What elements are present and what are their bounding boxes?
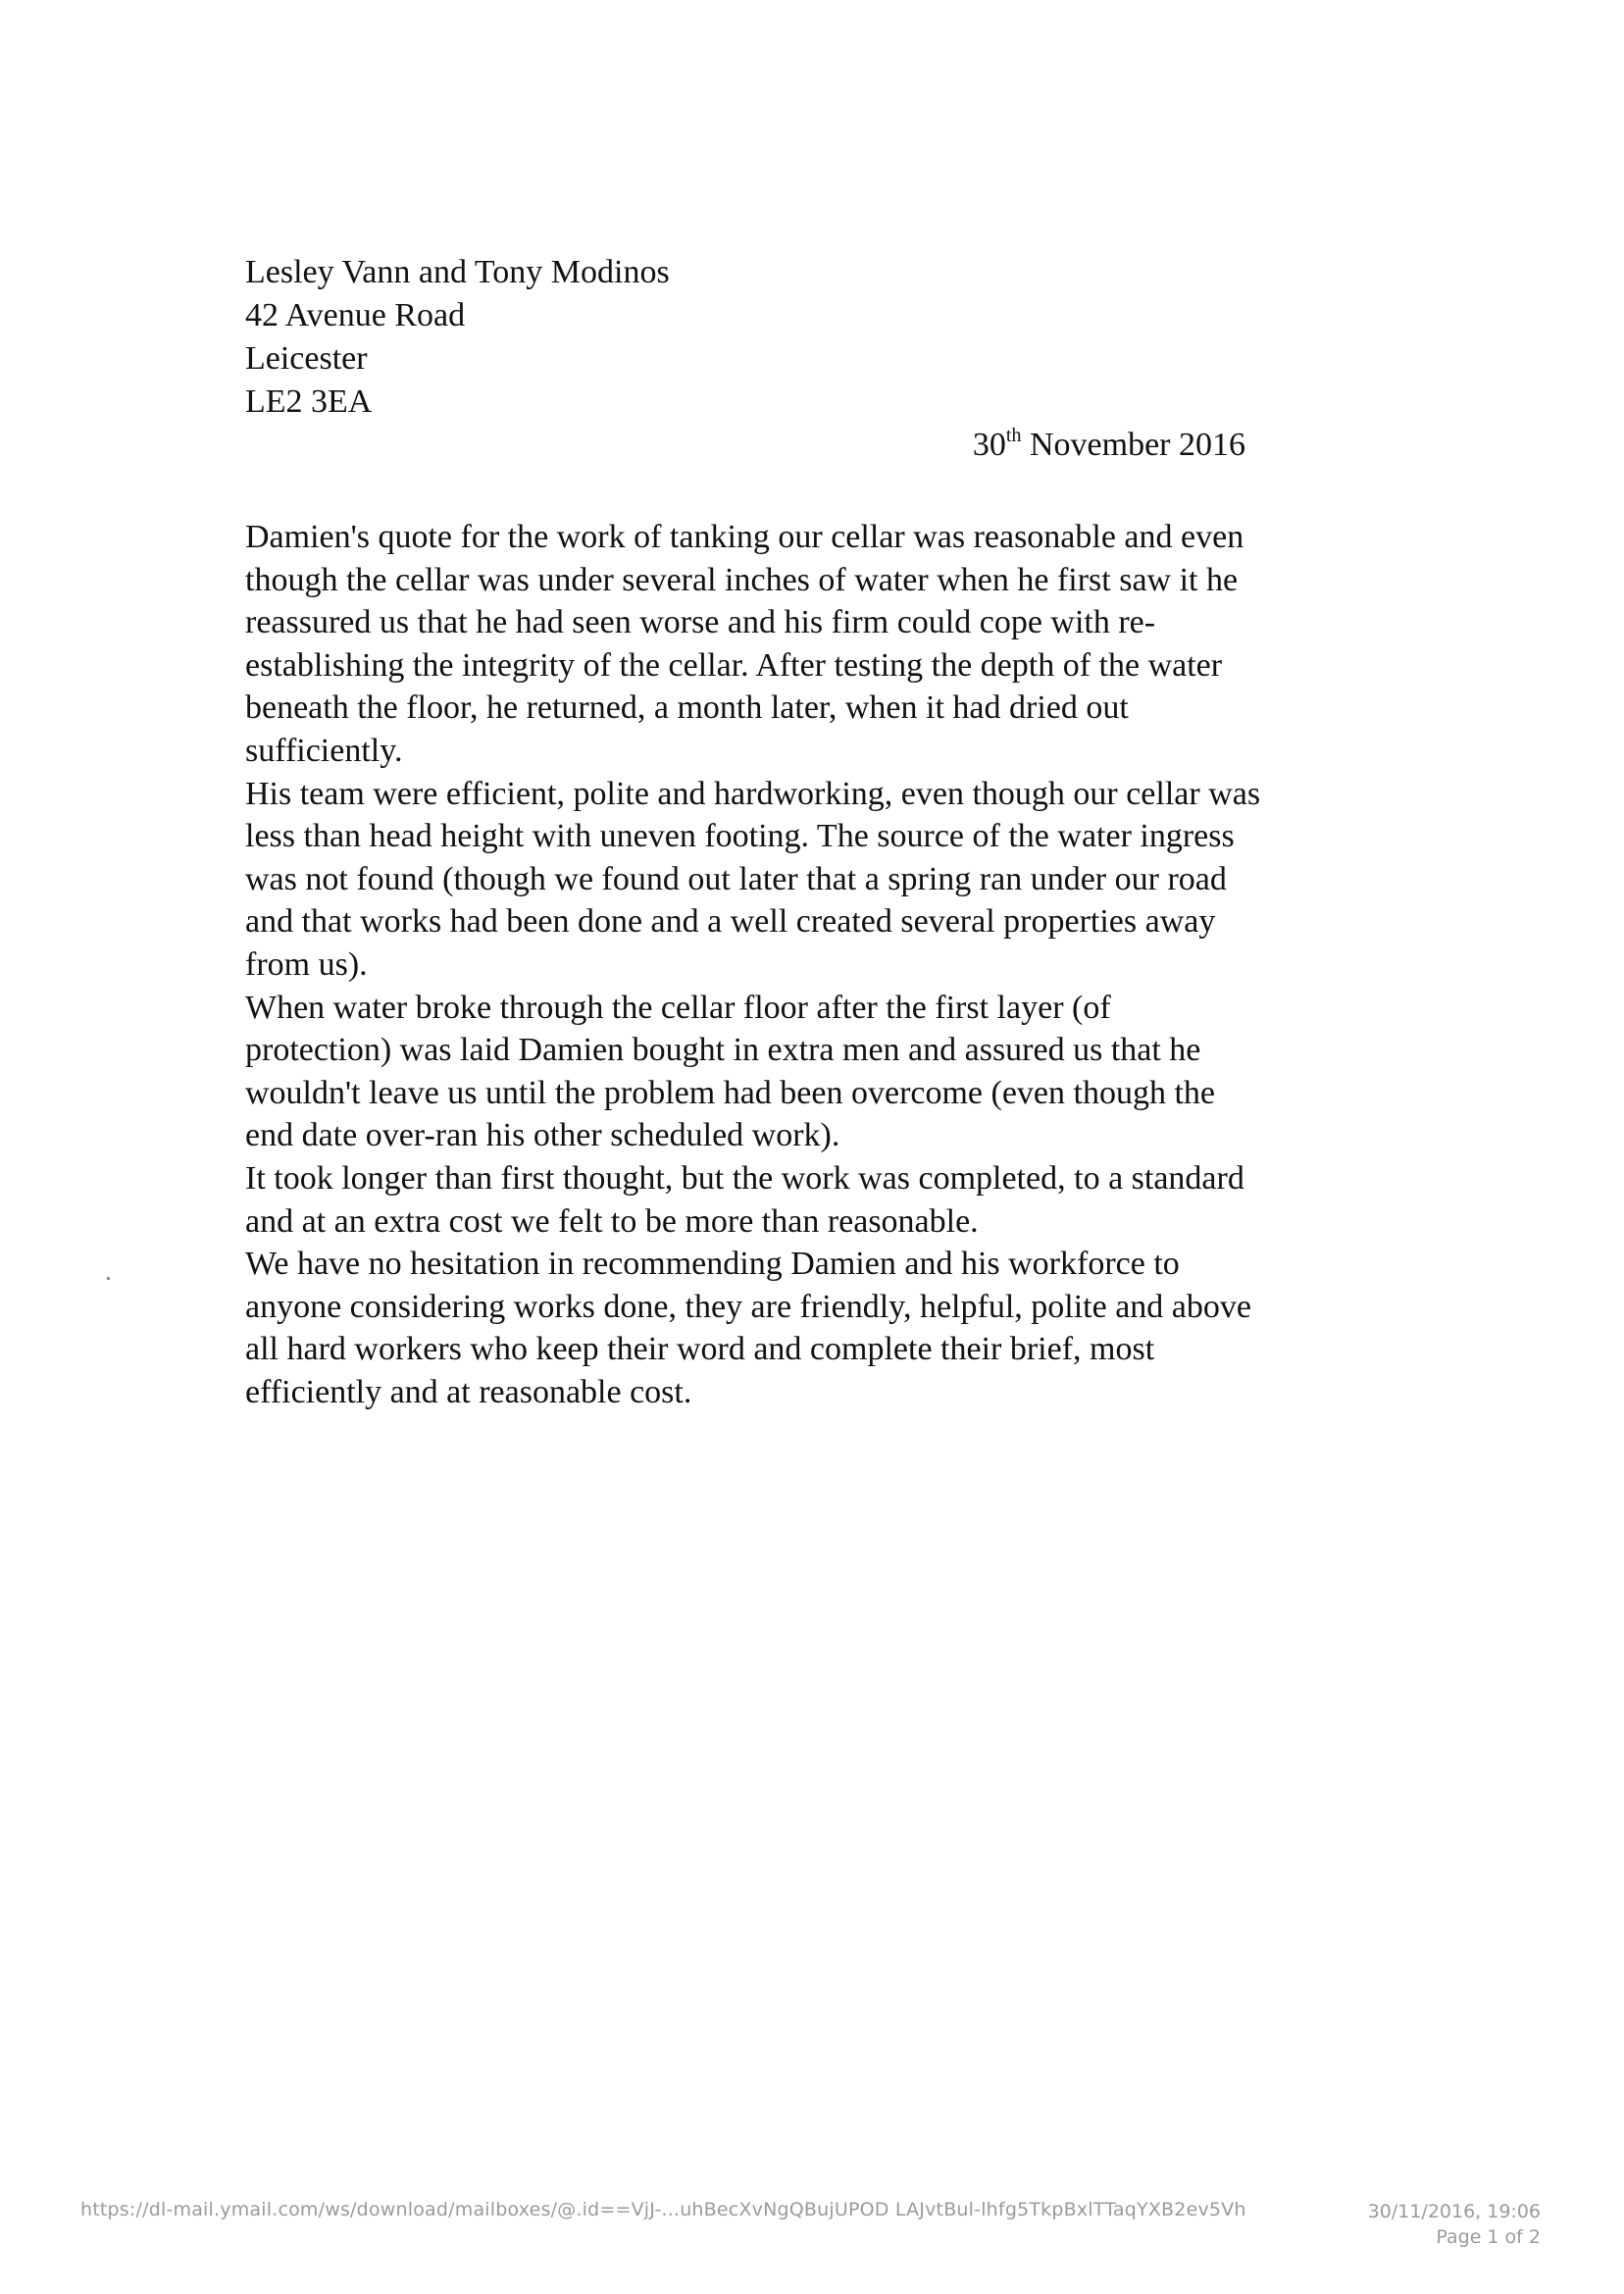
sender-city: Leicester — [245, 340, 368, 377]
scan-speck — [107, 1277, 110, 1280]
paragraph: It took longer than first thought, but the work was completed, to a standard and at an extra cost we felt to be more than reasonable. — [245, 1159, 1244, 1240]
footer-page-number: Page 1 of 2 — [1436, 2226, 1541, 2248]
sender-address — [245, 251, 670, 424]
sender-postcode: LE2 3EA — [245, 383, 373, 420]
date-rest: November 2016 — [1021, 427, 1245, 463]
paragraph: When water broke through the cellar floor after the first layer (of protection) was laid Damien bought in extra men and assured us that he wouldn't leave us until the problem had been overcome (even though the end date over-ran his other scheduled work). — [245, 989, 1216, 1154]
footer-url: https://dl-mail.ymail.com/ws/download/mailboxes/@.id==VjJ-...uhBecXvNgQBujUPOD LAJvtBul-lhfg5TkpBxlTTaqYXB2ev5Vh — [80, 2199, 1246, 2220]
footer-timestamp: 30/11/2016, 19:06 — [1367, 2201, 1541, 2222]
footer-meta — [1368, 2199, 1541, 2250]
sender-street: 42 Avenue Road — [245, 297, 466, 333]
letter-date — [973, 424, 1245, 467]
date-suffix: th — [1005, 425, 1022, 446]
date-day: 30 — [972, 427, 1006, 463]
sender-name: Lesley Vann and Tony Modinos — [245, 254, 670, 290]
paragraph: We have no hesitation in recommending Damien and his workforce to anyone considering works done, they are friendly, helpful, polite and above all hard workers who keep their word and complete their brief, most efficiently and at reasonable cost. — [245, 1246, 1251, 1410]
paragraph: His team were efficient, polite and hardworking, even though our cellar was less than head height with uneven footing. The source of the water ingress was not found (though we found out later that a spring ran under our road and that works had been done and a well created several properties away from us). — [245, 775, 1261, 983]
letter-body — [245, 516, 1265, 1413]
paragraph: Damien's quote for the work of tanking our cellar was reasonable and even though the cellar was under several inches of water when he first saw it he reassured us that he had seen worse and his firm could cope with re-establishing the integrity of the cellar. After testing the depth of the water beneath the floor, he returned, a month later, when it had dried out sufficiently. — [245, 519, 1244, 769]
